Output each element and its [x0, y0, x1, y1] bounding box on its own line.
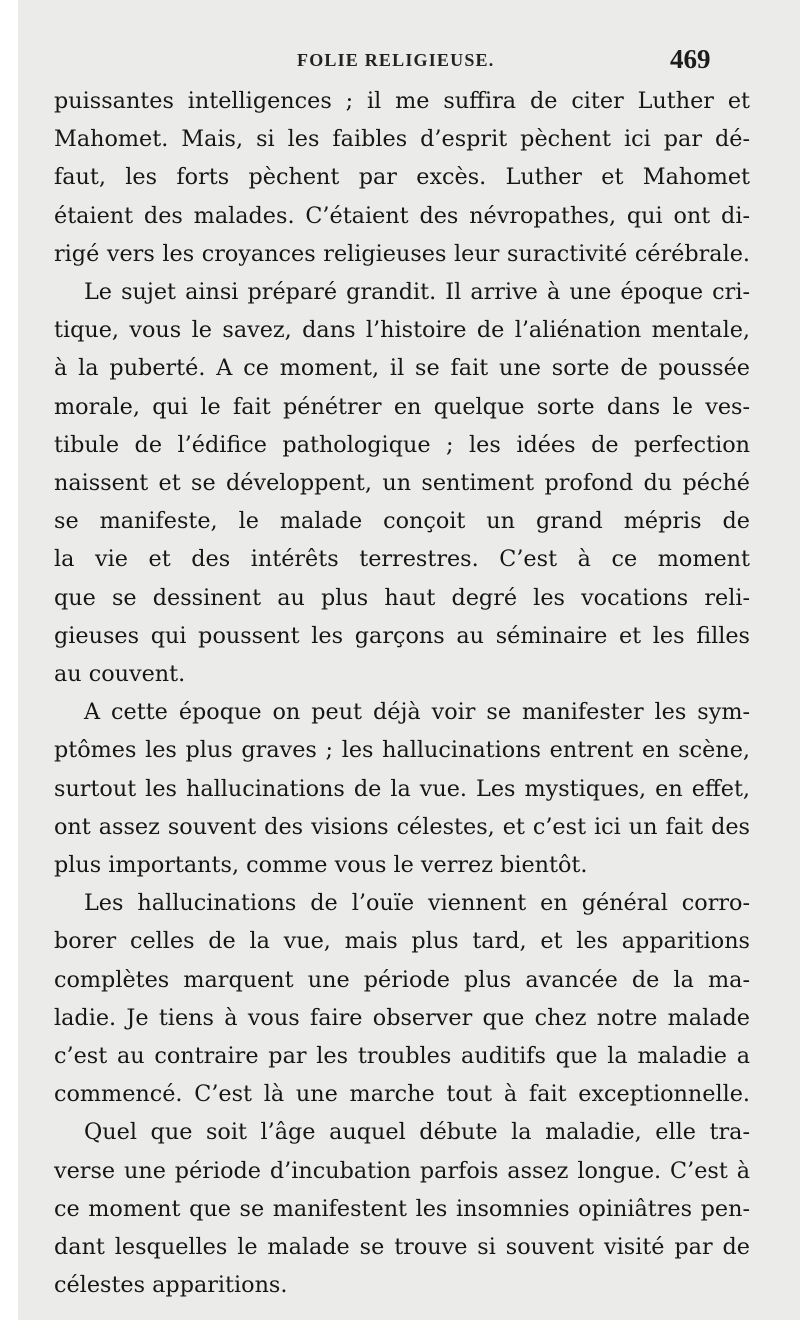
paragraph-end-line: célestes apparitions. [54, 1272, 288, 1299]
text-line: ce moment que se manifestent les insomnies opiniâtres pen- [54, 1195, 750, 1222]
text-line: dant lesquelles le malade se trouve si souvent visité par de [54, 1234, 750, 1260]
text-line: tique, vous le savez, dans l’histoire de l’aliénation mentale, [54, 317, 750, 344]
paragraph-start-line: A cette époque on peut déjà voir se manifester les sym- [84, 699, 750, 726]
text-line: tibule de l’édifice pathologique ; les idées de perfection [54, 431, 750, 458]
text-line: ont assez souvent des visions célestes, et c’est ici un fait des [54, 813, 750, 840]
text-line: complètes marquent une période plus avancée de la ma- [54, 966, 750, 993]
text-line: c’est au contraire par les troubles auditifs que la maladie a [54, 1043, 750, 1069]
text-line: gieuses qui poussent les garçons au séminaire et les filles [54, 622, 750, 649]
text-line: étaient des malades. C’étaient des névropathes, qui ont di- [54, 202, 750, 229]
text-line: puissantes intelligences ; il me suffira de citer Luther et [54, 88, 750, 114]
text-line: borer celles de la vue, mais plus tard, et les apparitions [54, 928, 750, 955]
page-number: 469 [670, 44, 711, 74]
text-line: Mahomet. Mais, si les faibles d’esprit pèchent ici par dé- [54, 126, 750, 153]
paragraph-start-line: Quel que soit l’âge auquel débute la maladie, elle tra- [84, 1119, 750, 1146]
text-line: verse une période d’incubation parfois assez longue. C’est à [54, 1157, 750, 1184]
text-line: commencé. C’est là une marche tout à fait exceptionnelle. [54, 1081, 750, 1108]
text-line: la vie et des intérêts terrestres. C’est à ce moment [54, 546, 750, 573]
book-page [18, 0, 800, 1320]
running-title: FOLIE RELIGIEUSE. [297, 50, 495, 70]
text-line: ladie. Je tiens à vous faire observer que chez notre malade [54, 1004, 750, 1031]
text-line: morale, qui le fait pénétrer en quelque sorte dans le ves- [54, 393, 750, 420]
text-line: à la puberté. A ce moment, il se fait une sorte de poussée [54, 355, 750, 382]
text-line: faut, les forts pèchent par excès. Luther et Mahomet [54, 164, 750, 191]
page-header [18, 44, 800, 78]
text-line: surtout les hallucinations de la vue. Les mystiques, en effet, [54, 775, 750, 802]
text-line: naissent et se développent, un sentiment profond du péché [54, 470, 750, 496]
paragraph-start-line: Le sujet ainsi préparé grandit. Il arrive à une époque cri- [84, 279, 750, 305]
text-line: se manifeste, le malade conçoit un grand mépris de [54, 508, 750, 535]
paragraph-end-line: plus importants, comme vous le verrez bientôt. [54, 852, 588, 878]
paragraph-start-line: Les hallucinations de l’ouïe viennent en général corro- [84, 890, 750, 917]
text-line: rigé vers les croyances religieuses leur suractivité cérébrale. [54, 240, 750, 267]
text-line: ptômes les plus graves ; les hallucinations entrent en scène, [54, 737, 750, 764]
text-line: que se dessinent au plus haut degré les vocations reli- [54, 584, 750, 611]
paragraph-end-line: au couvent. [54, 661, 186, 687]
